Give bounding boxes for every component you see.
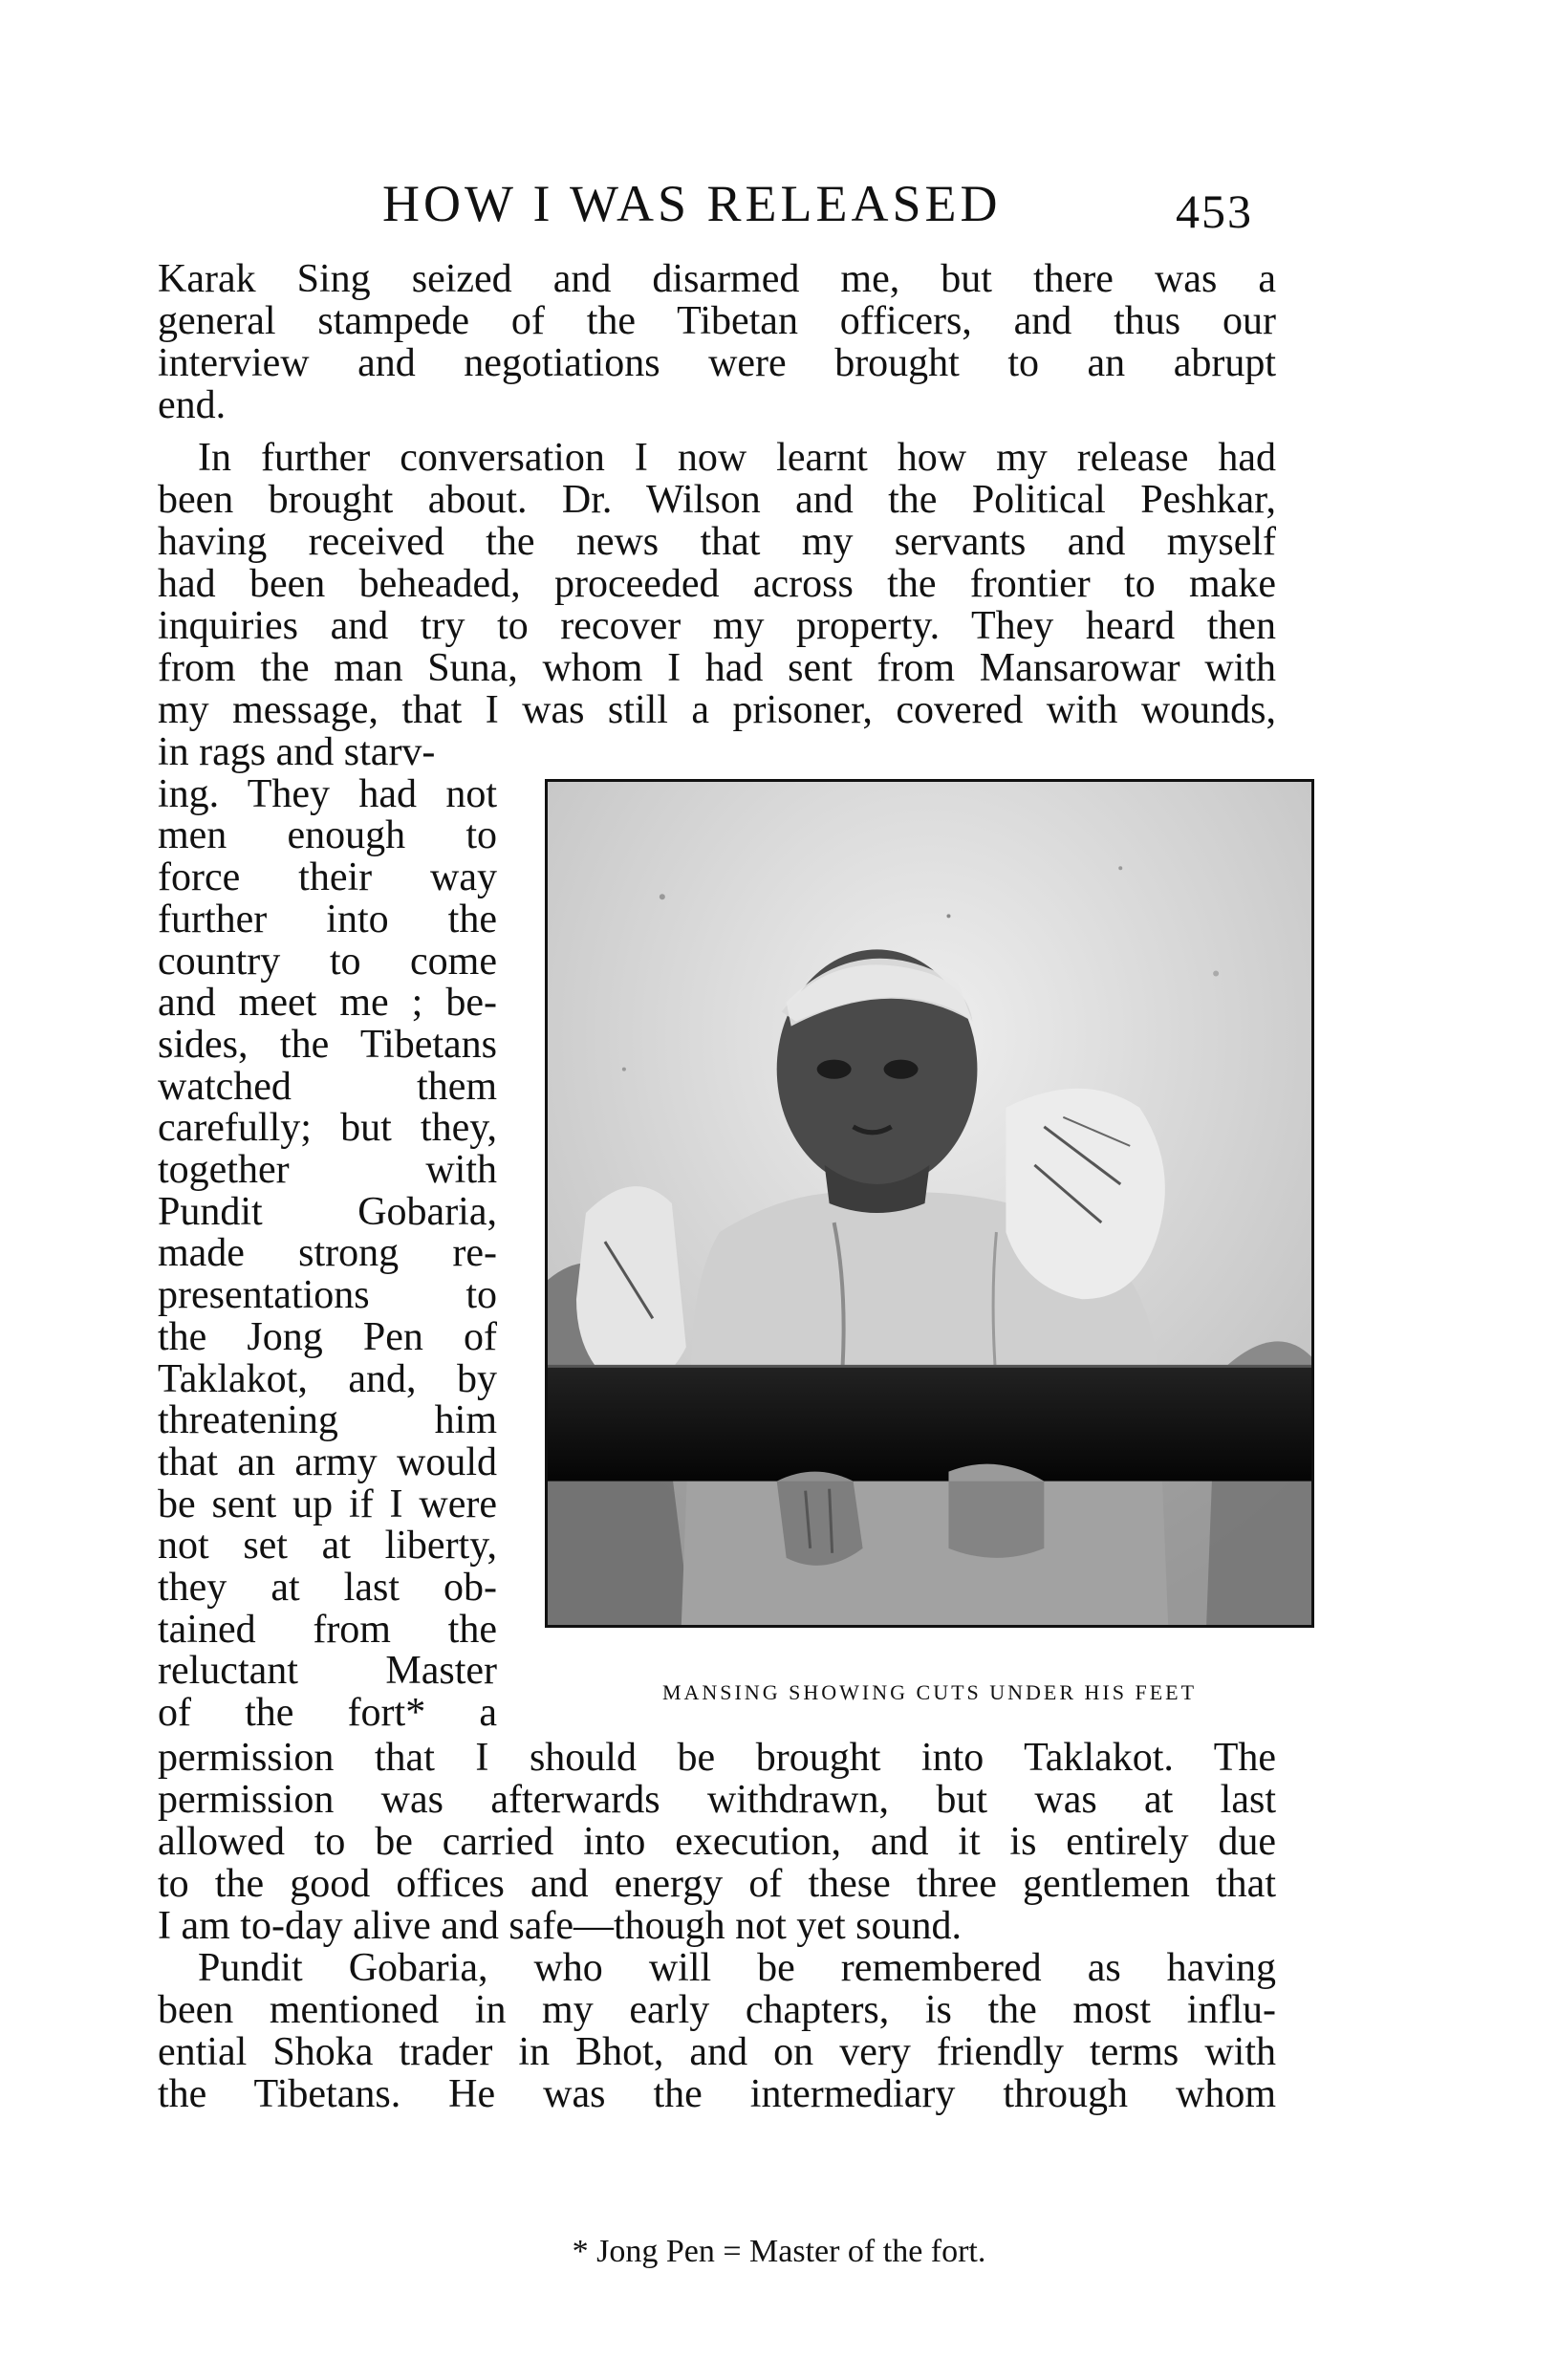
footnote: * Jong Pen = Master of the fort. [572, 2234, 986, 2269]
paragraph-2 [158, 437, 1276, 731]
paragraph-4 [158, 1947, 1276, 2115]
text-line: men enough to [158, 815, 497, 858]
text-line: tained from the [158, 1609, 497, 1652]
text-line: country to come [158, 941, 497, 984]
text-line: that an army would [158, 1441, 497, 1484]
text-line: having received the news that my servants and myself [158, 521, 1276, 563]
text-line: permission was afterwards withdrawn, but was at last [158, 1779, 1276, 1821]
text-line: ing. They had not [158, 773, 497, 816]
text-line: In further conversation I now learnt how my release had [198, 437, 1276, 479]
text-line: Karak Sing seized and disarmed me, but there was a [158, 258, 1276, 300]
paragraph-3 [158, 1737, 1276, 1947]
text-line: end. [158, 384, 227, 426]
text-line: interview and negotiations were brought to an abrupt [158, 342, 1276, 384]
text-line: of the fort* a [158, 1693, 497, 1735]
text-line: the Jong Pen of [158, 1316, 497, 1359]
text-line: the Tibetans. He was the intermediary through whom [158, 2073, 1276, 2115]
text-line: presentations to [158, 1275, 497, 1317]
text-line: been brought about. Dr. Wilson and the Political Peshkar, [158, 479, 1276, 521]
paragraph-1 [158, 258, 1276, 426]
text-line: I am to-day alive and safe—though not yet sound. [158, 1905, 962, 1947]
text-line: Pundit Gobaria, [158, 1191, 497, 1234]
text-line: ential Shoka trader in Bhot, and on very friendly terms with [158, 2031, 1276, 2073]
running-header [0, 174, 1558, 241]
text-line: reluctant Master [158, 1651, 497, 1694]
text-line: my message, that I was still a prisoner, covered with wounds, [158, 689, 1276, 731]
narrow-column-text [158, 732, 497, 1735]
text-line: force their way [158, 857, 497, 899]
text-line: made strong re- [158, 1233, 497, 1276]
text-line: had been beheaded, proceeded across the frontier to make [158, 563, 1276, 605]
photo-illustration [548, 782, 1311, 1625]
text-line: and meet me ; be- [158, 983, 497, 1025]
text-line: Taklakot, and, by [158, 1358, 497, 1401]
text-line: to the good offices and energy of these three gentlemen that [158, 1863, 1276, 1905]
page-number: 453 [1176, 184, 1253, 238]
text-line: from the man Suna, whom I had sent from Mansarowar with [158, 647, 1276, 689]
running-title: HOW I WAS RELEASED [382, 175, 1002, 232]
text-line: general stampede of the Tibetan officers, and thus our [158, 300, 1276, 342]
text-line: carefully; but they, [158, 1108, 497, 1151]
text-line: in rags and starv- [158, 732, 436, 774]
text-line: Pundit Gobaria, who will be remembered as having [198, 1947, 1276, 1989]
text-line: together with [158, 1150, 497, 1192]
figure-caption: MANSING SHOWING CUTS UNDER HIS FEET [661, 1680, 1198, 1704]
text-line: they at last ob- [158, 1568, 497, 1610]
text-line: permission that I should be brought into Taklakot. The [158, 1737, 1276, 1779]
text-line: not set at liberty, [158, 1525, 497, 1569]
text-line: threatening him [158, 1400, 497, 1442]
photograph-mansing [545, 779, 1314, 1628]
text-line: been mentioned in my early chapters, is the most influ- [158, 1989, 1276, 2031]
text-line: sides, the Tibetans [158, 1024, 497, 1067]
text-line: inquiries and try to recover my property. They heard then [158, 605, 1276, 647]
text-line: further into the [158, 898, 497, 941]
text-line: allowed to be carried into execution, and it is entirely due [158, 1821, 1276, 1863]
text-line: watched them [158, 1066, 497, 1109]
text-line: be sent up if I were [158, 1483, 497, 1526]
